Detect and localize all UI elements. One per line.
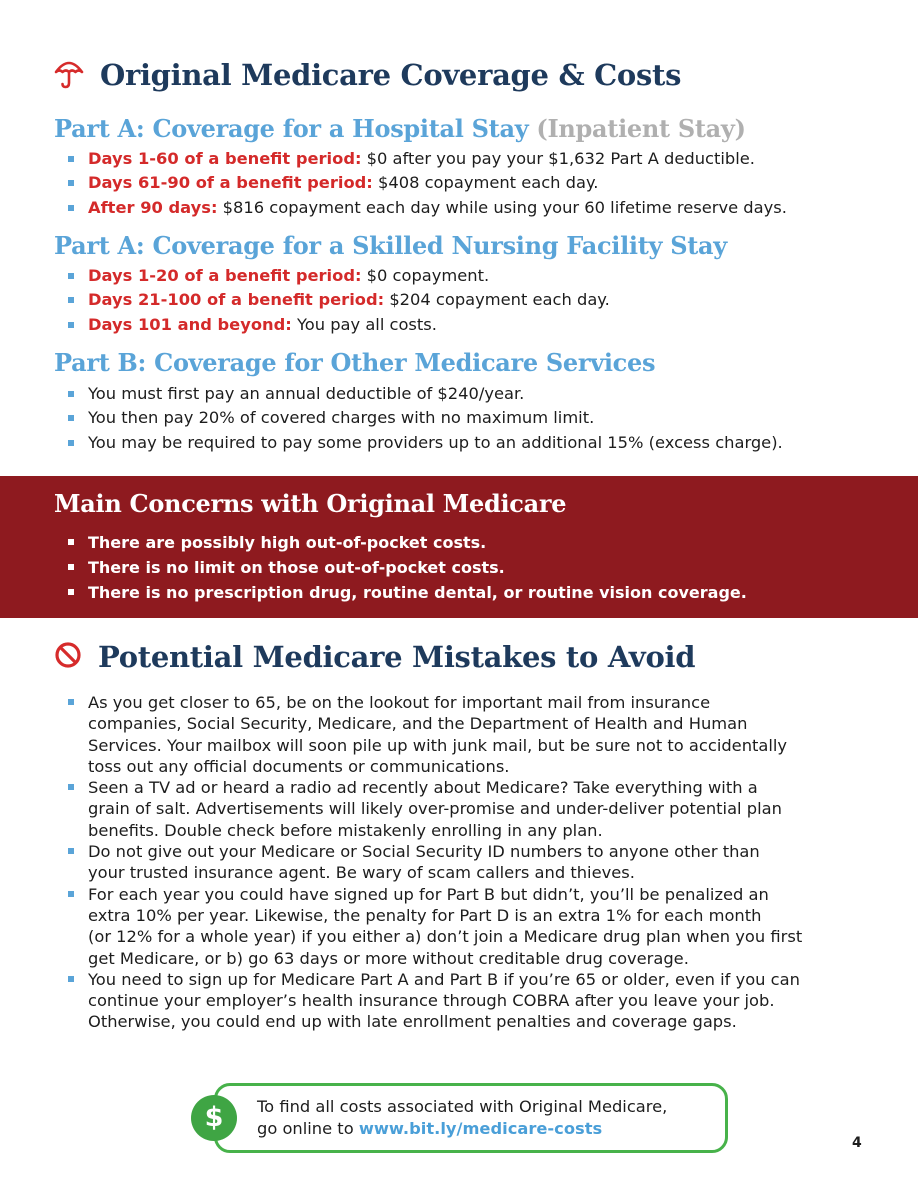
list-item (68, 313, 610, 337)
callout-line: To find all costs associated with Original Medicare, (257, 1097, 668, 1116)
item-text: You pay all costs. (291, 314, 437, 334)
item-label: Days 101 and beyond: (88, 314, 292, 334)
item-label: Days 21-100 of a benefit period: (88, 290, 385, 310)
part-a-hospital-list (68, 147, 787, 220)
mistakes-list (68, 692, 868, 1033)
list-item: There is no prescription drug, routine dental, or routine vision coverage. (68, 580, 747, 605)
list-item (68, 171, 787, 195)
list-item (68, 288, 610, 312)
text-line: companies, Social Security, Medicare, and the Department of Health and Human (88, 714, 748, 734)
dollar-icon: $ (191, 1095, 237, 1141)
list-item (68, 692, 868, 777)
item-label: Days 1-20 of a benefit period: (88, 266, 362, 285)
concerns-list (68, 530, 747, 605)
callout-prefix: go online to (257, 1119, 359, 1138)
text-line: grain of salt. Advertisements will likely over-promise and under-deliver potential plan (88, 799, 782, 819)
text-line: For each year you could have signed up for Part B but didn’t, you’ll be penalized an (88, 884, 769, 904)
item-text: $0 copayment. (361, 266, 490, 285)
text-line: your trusted insurance agent. Be wary of scam callers and thieves. (88, 863, 635, 883)
page-title: Original Medicare Coverage & Costs (100, 58, 682, 92)
part-b-list (68, 382, 783, 455)
list-item: There are possibly high out-of-pocket costs. (68, 530, 747, 555)
list-item: You then pay 20% of covered charges with no maximum limit. (68, 406, 783, 430)
part-a-hospital-subtitle: (Inpatient Stay) (536, 114, 746, 143)
page-number: 4 (852, 1135, 862, 1151)
part-b-heading: Part B: Coverage for Other Medicare Services (54, 348, 656, 377)
part-a-snf-list (68, 264, 610, 337)
text-line: toss out any official documents or communications. (88, 756, 510, 776)
text-line: Otherwise, you could end up with late enrollment penalties and coverage gaps. (88, 1012, 737, 1032)
list-item (68, 841, 868, 884)
item-text: $816 copayment each day while using your 60 lifetime reserve days. (217, 197, 787, 217)
list-item (68, 777, 868, 841)
list-item (68, 969, 868, 1033)
concerns-title: Main Concerns with Original Medicare (54, 489, 567, 518)
text-line: You need to sign up for Medicare Part A and Part B if you’re 65 or older, even if you can (88, 969, 800, 989)
part-a-hospital-title: Part A: Coverage for a Hospital Stay (54, 114, 529, 143)
list-item: You must first pay an annual deductible of $240/year. (68, 382, 783, 406)
text-line: extra 10% per year. Likewise, the penalty for Part D is an extra 1% for each month (88, 905, 762, 925)
text-line: (or 12% for a whole year) if you either a) don’t join a Medicare drug plan when you first (88, 927, 803, 947)
callout-text (257, 1096, 667, 1140)
list-item (68, 196, 787, 220)
list-item (68, 264, 610, 288)
mistakes-title: Potential Medicare Mistakes to Avoid (98, 640, 696, 674)
item-text: $0 after you pay your $1,632 Part A deductible. (361, 149, 755, 168)
list-item (68, 147, 787, 171)
part-a-hospital-heading (54, 114, 746, 143)
mistakes-heading (54, 640, 695, 674)
item-text: $408 copayment each day. (372, 173, 599, 193)
list-item (68, 884, 868, 969)
callout-line (257, 1118, 667, 1140)
text-line: As you get closer to 65, be on the lookout for important mail from insurance (88, 693, 711, 712)
coverage-heading (54, 56, 681, 94)
text-line: benefits. Double check before mistakenly enrolling in any plan. (88, 820, 603, 840)
item-text: $204 copayment each day. (384, 290, 610, 310)
part-a-snf-heading: Part A: Coverage for a Skilled Nursing Facility Stay (54, 231, 727, 260)
text-line: Services. Your mailbox will soon pile up with junk mail, but be sure not to accidentally (88, 735, 788, 755)
item-label: Days 1-60 of a benefit period: (88, 149, 362, 168)
medicare-costs-link[interactable]: www.bit.ly/medicare-costs (358, 1119, 603, 1138)
prohibited-icon (54, 641, 82, 673)
costs-callout (204, 1083, 728, 1153)
item-label: After 90 days: (88, 197, 218, 217)
list-item: You may be required to pay some providers up to an additional 15% (excess charge). (68, 431, 783, 455)
list-item: There is no limit on those out-of-pocket costs. (68, 555, 747, 580)
item-label: Days 61-90 of a benefit period: (88, 173, 373, 193)
text-line: Seen a TV ad or heard a radio ad recently about Medicare? Take everything with a (88, 778, 758, 798)
concerns-banner (0, 476, 918, 618)
text-line: Do not give out your Medicare or Social Security ID numbers to anyone other than (88, 842, 760, 862)
text-line: get Medicare, or b) go 63 days or more without creditable drug coverage. (88, 948, 689, 968)
text-line: continue your employer’s health insurance through COBRA after you leave your job. (88, 991, 775, 1011)
umbrella-icon (54, 56, 84, 94)
